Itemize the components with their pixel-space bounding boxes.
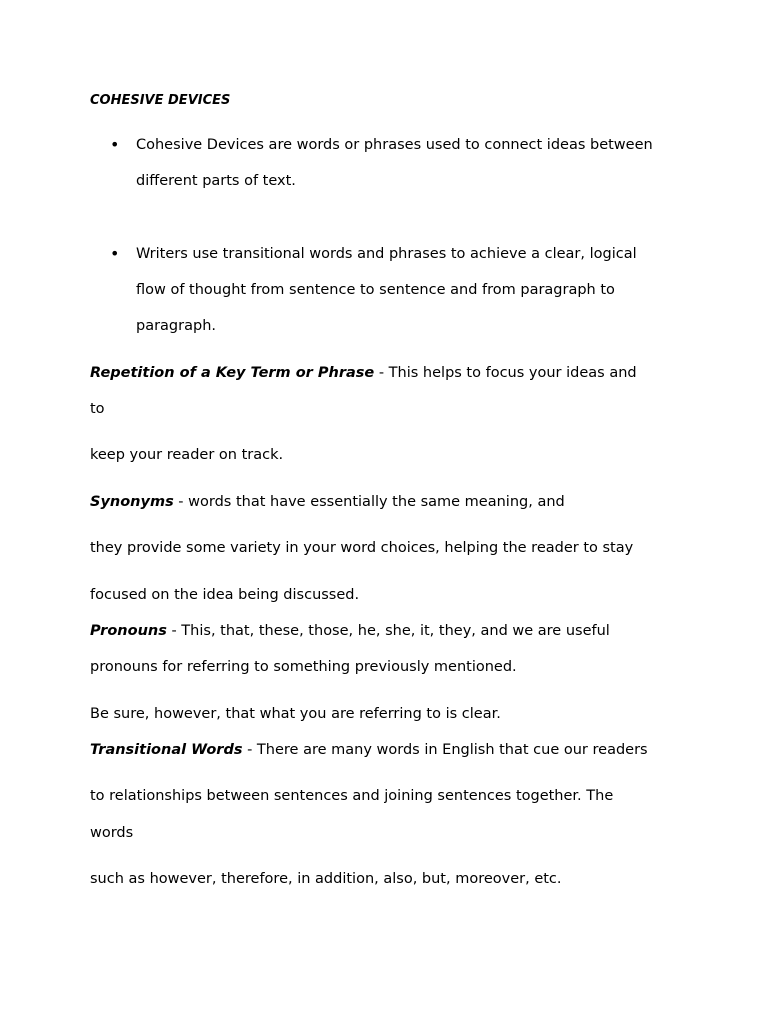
bullet-marker: • <box>110 244 120 263</box>
document-title: COHESIVE DEVICES <box>90 93 231 108</box>
synonyms-definition: - words that have essentially the same meaning, and <box>173 494 565 510</box>
transitional-paragraph-line-2: to relationships between sentences and joining sentences together. The <box>90 788 614 804</box>
pronouns-paragraph-line-2: pronouns for referring to something previously mentioned. <box>90 659 517 675</box>
pronouns-paragraph-line-3: Be sure, however, that what you are referring to is clear. <box>90 706 501 722</box>
bullet-marker: • <box>110 135 120 154</box>
bullet-2-line-3: paragraph. <box>136 318 216 334</box>
transitional-term: Transitional Words <box>90 742 243 758</box>
repetition-term: Repetition of a Key Term or Phrase <box>90 365 375 381</box>
bullet-2-line-1: Writers use transitional words and phrases to achieve a clear, logical <box>136 246 637 262</box>
repetition-paragraph-line-1 <box>90 363 637 383</box>
pronouns-definition: - This, that, these, those, he, she, it, they, and we are useful <box>166 623 610 639</box>
repetition-paragraph-line-3: keep your reader on track. <box>90 447 284 463</box>
pronouns-paragraph-line-1 <box>90 621 610 641</box>
transitional-definition: - There are many words in English that cue our readers <box>242 742 648 758</box>
synonyms-term: Synonyms <box>90 494 174 510</box>
transitional-paragraph-line-3: words <box>90 825 134 841</box>
synonyms-paragraph-line-3: focused on the idea being discussed. <box>90 587 360 603</box>
bullet-2-line-2: flow of thought from sentence to sentence and from paragraph to <box>136 282 615 298</box>
synonyms-paragraph-line-1 <box>90 492 565 512</box>
repetition-paragraph-line-2: to <box>90 401 105 417</box>
transitional-paragraph-line-1 <box>90 740 648 760</box>
bullet-1-line-2: different parts of text. <box>136 173 296 189</box>
repetition-definition: - This helps to focus your ideas and <box>374 365 637 381</box>
bullet-1-line-1: Cohesive Devices are words or phrases used to connect ideas between <box>136 137 653 153</box>
pronouns-term: Pronouns <box>90 623 167 639</box>
transitional-paragraph-line-4: such as however, therefore, in addition, also, but, moreover, etc. <box>90 871 562 887</box>
synonyms-paragraph-line-2: they provide some variety in your word choices, helping the reader to stay <box>90 540 634 556</box>
